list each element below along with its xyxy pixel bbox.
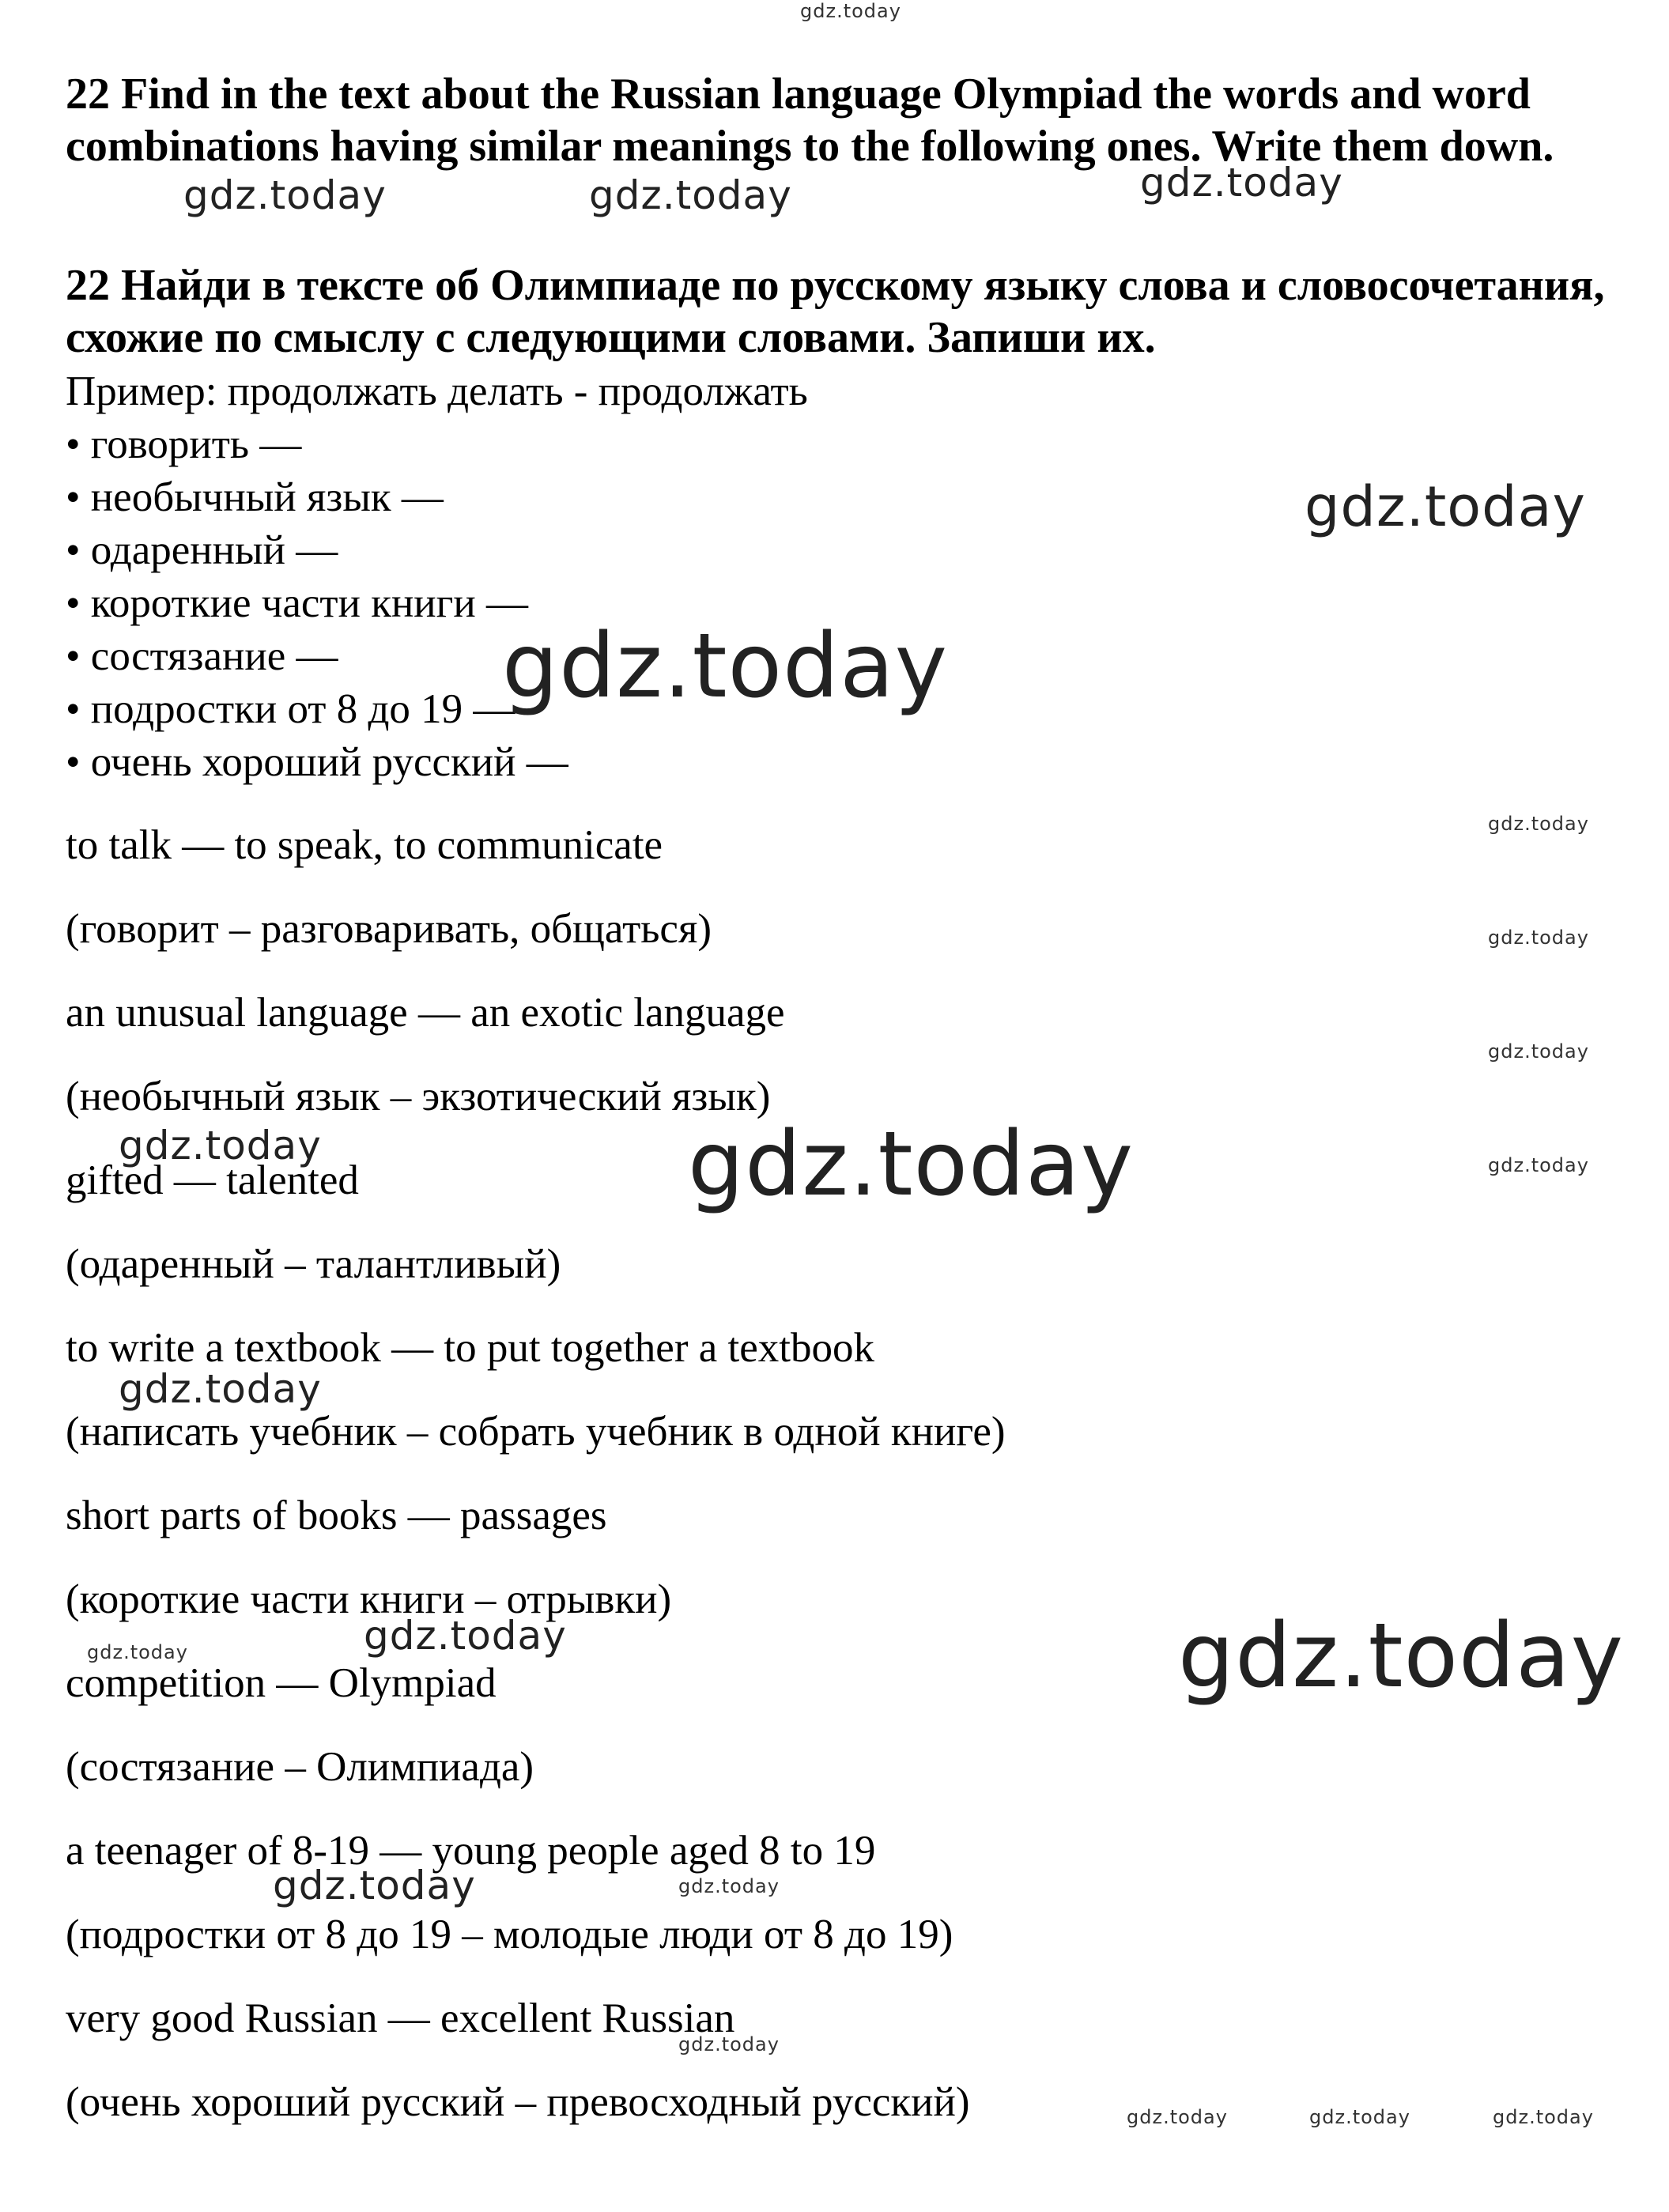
answer-line: a teenager of 8-19 — young people aged 8 to 19 xyxy=(66,1828,876,1874)
answer-translation: (одаренный – талантливый) xyxy=(66,1241,561,1287)
watermark: gdz.today xyxy=(678,1875,780,1897)
answer-line: an unusual language — an exotic language xyxy=(66,990,785,1036)
watermark: gdz.today xyxy=(1305,474,1586,539)
list-item: • подростки от 8 до 19 — xyxy=(66,686,515,732)
answer-translation: (написать учебник – собрать учебник в одной книге) xyxy=(66,1409,1006,1455)
watermark: gdz.today xyxy=(688,1113,1135,1216)
answer-line: short parts of books — passages xyxy=(66,1493,607,1538)
watermark: gdz.today xyxy=(1488,1154,1589,1176)
answer-line: very good Russian — excellent Russian xyxy=(66,1995,735,2041)
answer-line: competition — Olympiad xyxy=(66,1660,497,1706)
watermark: gdz.today xyxy=(502,615,949,718)
watermark: gdz.today xyxy=(119,1123,322,1168)
watermark: gdz.today xyxy=(1488,813,1589,835)
watermark: gdz.today xyxy=(87,1641,188,1663)
answer-translation: (очень хороший русский – превосходный русский) xyxy=(66,2079,970,2125)
list-item: • одаренный — xyxy=(66,527,338,573)
watermark: gdz.today xyxy=(1488,1040,1589,1063)
watermark: gdz.today xyxy=(1488,927,1589,949)
watermark: gdz.today xyxy=(800,0,901,22)
watermark: gdz.today xyxy=(273,1863,476,1908)
answer-translation: (необычный язык – экзотический язык) xyxy=(66,1074,771,1119)
list-item: • необычный язык — xyxy=(66,474,444,520)
watermark: gdz.today xyxy=(678,2033,780,2055)
answer-line: to write a textbook — to put together a textbook xyxy=(66,1325,874,1371)
answer-line: gifted — talented xyxy=(66,1157,359,1203)
answer-translation: (говорит – разговаривать, общаться) xyxy=(66,906,712,952)
watermark: gdz.today xyxy=(1178,1605,1625,1708)
task-heading-english: 22 Find in the text about the Russian language Olympiad the words and word combinations having similar meanings to the following ones. Write them down. xyxy=(66,70,1554,171)
list-item: • короткие части книги — xyxy=(66,580,529,626)
watermark: gdz.today xyxy=(1309,2106,1410,2128)
example-line: Пример: продолжать делать - продолжать xyxy=(66,368,808,414)
watermark: gdz.today xyxy=(1140,160,1343,206)
task-heading-russian: 22 Найди в тексте об Олимпиаде по русскому языку слова и словосочетания, схожие по смыслу с следующими словами. Запиши их. xyxy=(66,261,1605,362)
watermark: gdz.today xyxy=(1127,2106,1228,2128)
list-item: • состязание — xyxy=(66,633,338,679)
answer-line: to talk — to speak, to communicate xyxy=(66,822,663,868)
answer-translation: (состязание – Олимпиада) xyxy=(66,1744,534,1790)
answer-translation: (подростки от 8 до 19 – молодые люди от 8 до 19) xyxy=(66,1912,953,1957)
answer-translation: (короткие части книги – отрывки) xyxy=(66,1576,672,1622)
watermark: gdz.today xyxy=(364,1613,567,1659)
watermark: gdz.today xyxy=(589,172,792,218)
list-item: • говорить — xyxy=(66,421,302,467)
watermark: gdz.today xyxy=(1493,2106,1594,2128)
watermark: gdz.today xyxy=(183,172,387,218)
list-item: • очень хороший русский — xyxy=(66,739,568,785)
watermark: gdz.today xyxy=(119,1366,322,1412)
